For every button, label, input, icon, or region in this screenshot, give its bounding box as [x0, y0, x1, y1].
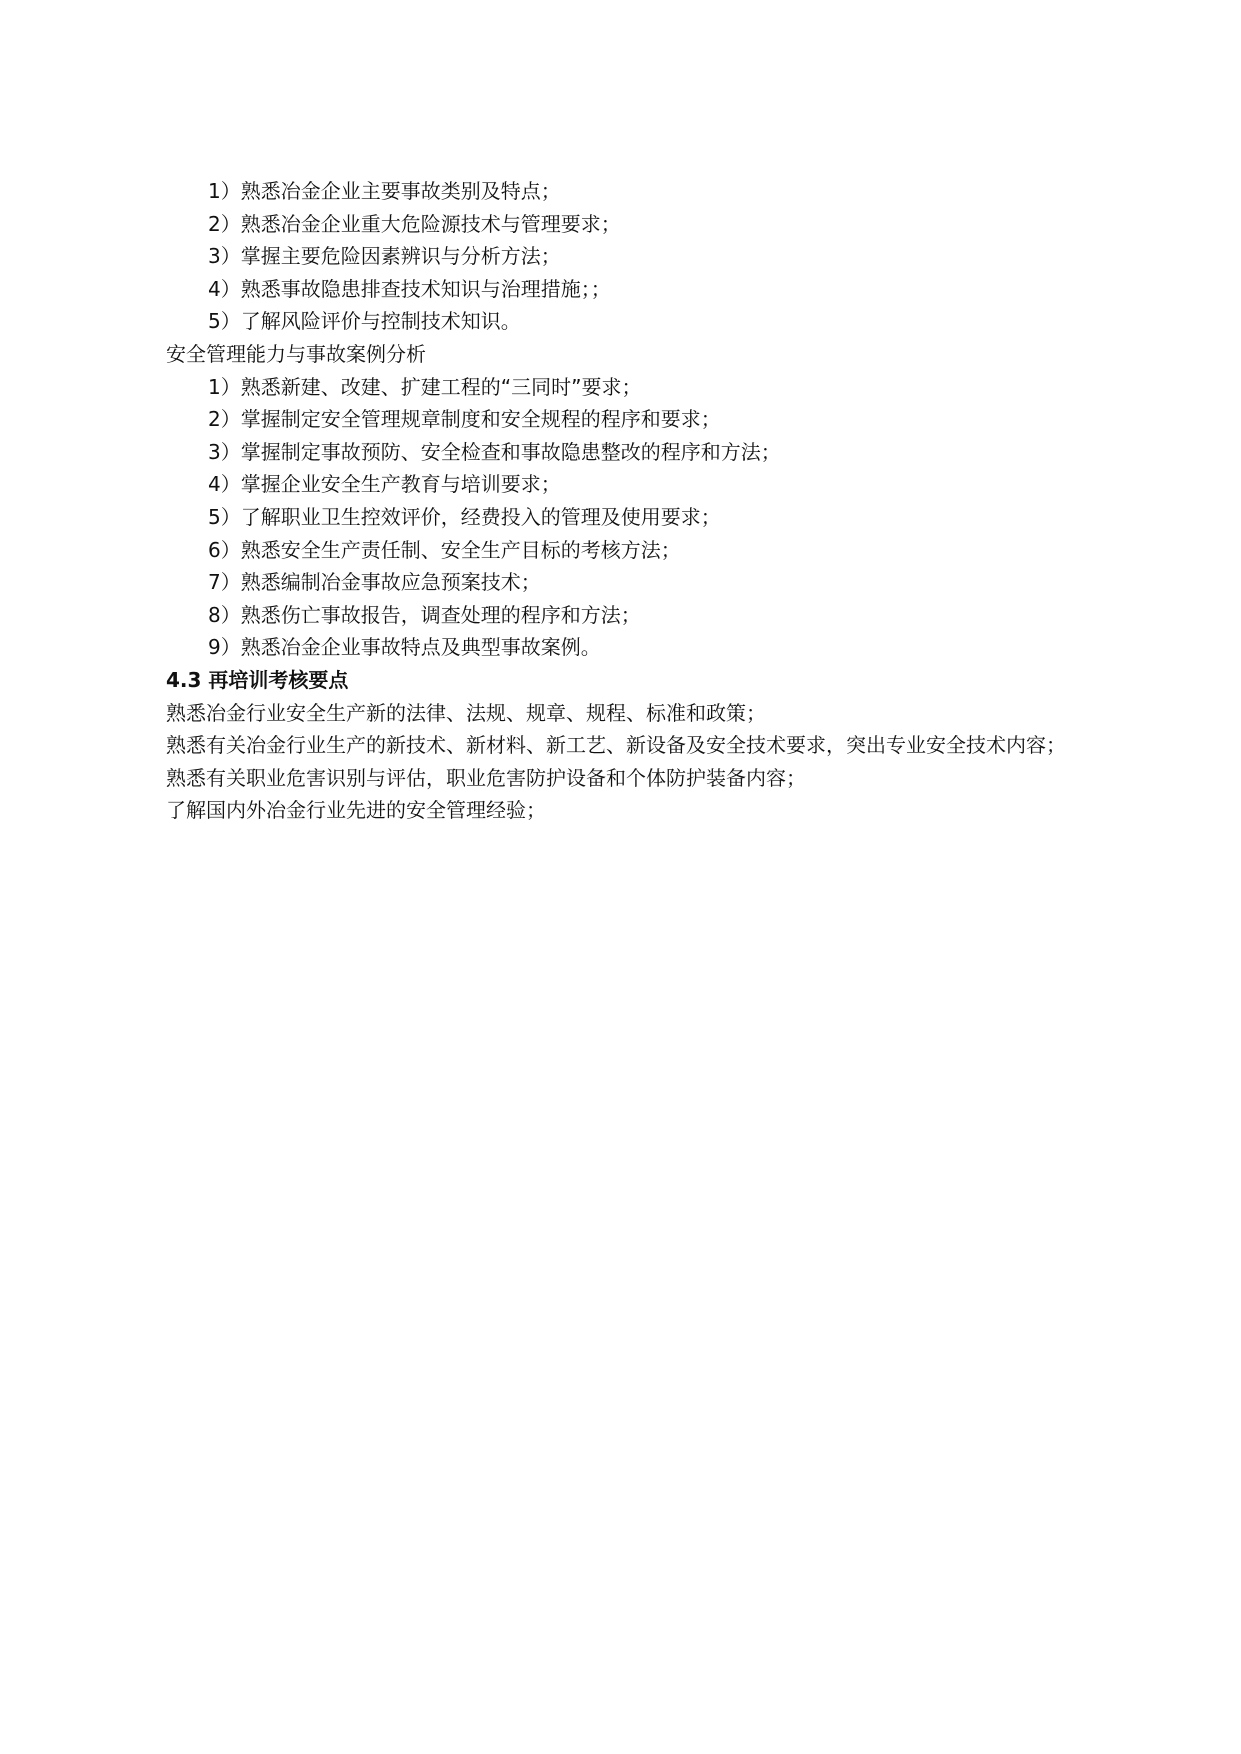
list-item: 9）熟悉冶金企业事故特点及典型事故案例。 [208, 635, 601, 660]
list-item: 1）熟悉冶金企业主要事故类别及特点； [208, 179, 561, 203]
list-item: 3）掌握制定事故预防、安全检查和事故隐患整改的程序和方法； [208, 439, 781, 464]
paragraph: 熟悉冶金行业安全生产新的法律、法规、规章、规程、标准和政策； [166, 700, 766, 725]
paragraph: 熟悉有关职业危害识别与评估，职业危害防护设备和个体防护装备内容； [166, 765, 806, 790]
list-item: 7）熟悉编制冶金事故应急预案技术； [208, 570, 541, 595]
list-item: 2）熟悉冶金企业重大危险源技术与管理要求； [208, 211, 621, 236]
list-item: 4）熟悉事故隐患排查技术知识与治理措施；； [208, 276, 611, 301]
subsection-title: 安全管理能力与事故案例分析 [166, 341, 426, 366]
list-item: 8）熟悉伤亡事故报告，调查处理的程序和方法； [208, 602, 641, 627]
list-item: 3）掌握主要危险因素辨识与分析方法； [208, 244, 561, 269]
list-item: 1）熟悉新建、改建、扩建工程的“三同时”要求； [208, 374, 642, 399]
paragraph: 了解国内外冶金行业先进的安全管理经验； [166, 798, 546, 823]
list-item: 5）了解职业卫生控效评价，经费投入的管理及使用要求； [208, 504, 721, 529]
list-item: 6）熟悉安全生产责任制、安全生产目标的考核方法； [208, 537, 681, 562]
paragraph: 熟悉有关冶金行业生产的新技术、新材料、新工艺、新设备及安全技术要求，突出专业安全技术内容； [166, 733, 1066, 758]
document-body [166, 175, 1076, 827]
list-item: 4）掌握企业安全生产教育与培训要求； [208, 472, 561, 497]
list-item: 5）了解风险评价与控制技术知识。 [208, 309, 521, 334]
list-item: 2）掌握制定安全管理规章制度和安全规程的程序和要求； [208, 407, 721, 432]
section-heading: 4.3 再培训考核要点 [166, 667, 349, 692]
